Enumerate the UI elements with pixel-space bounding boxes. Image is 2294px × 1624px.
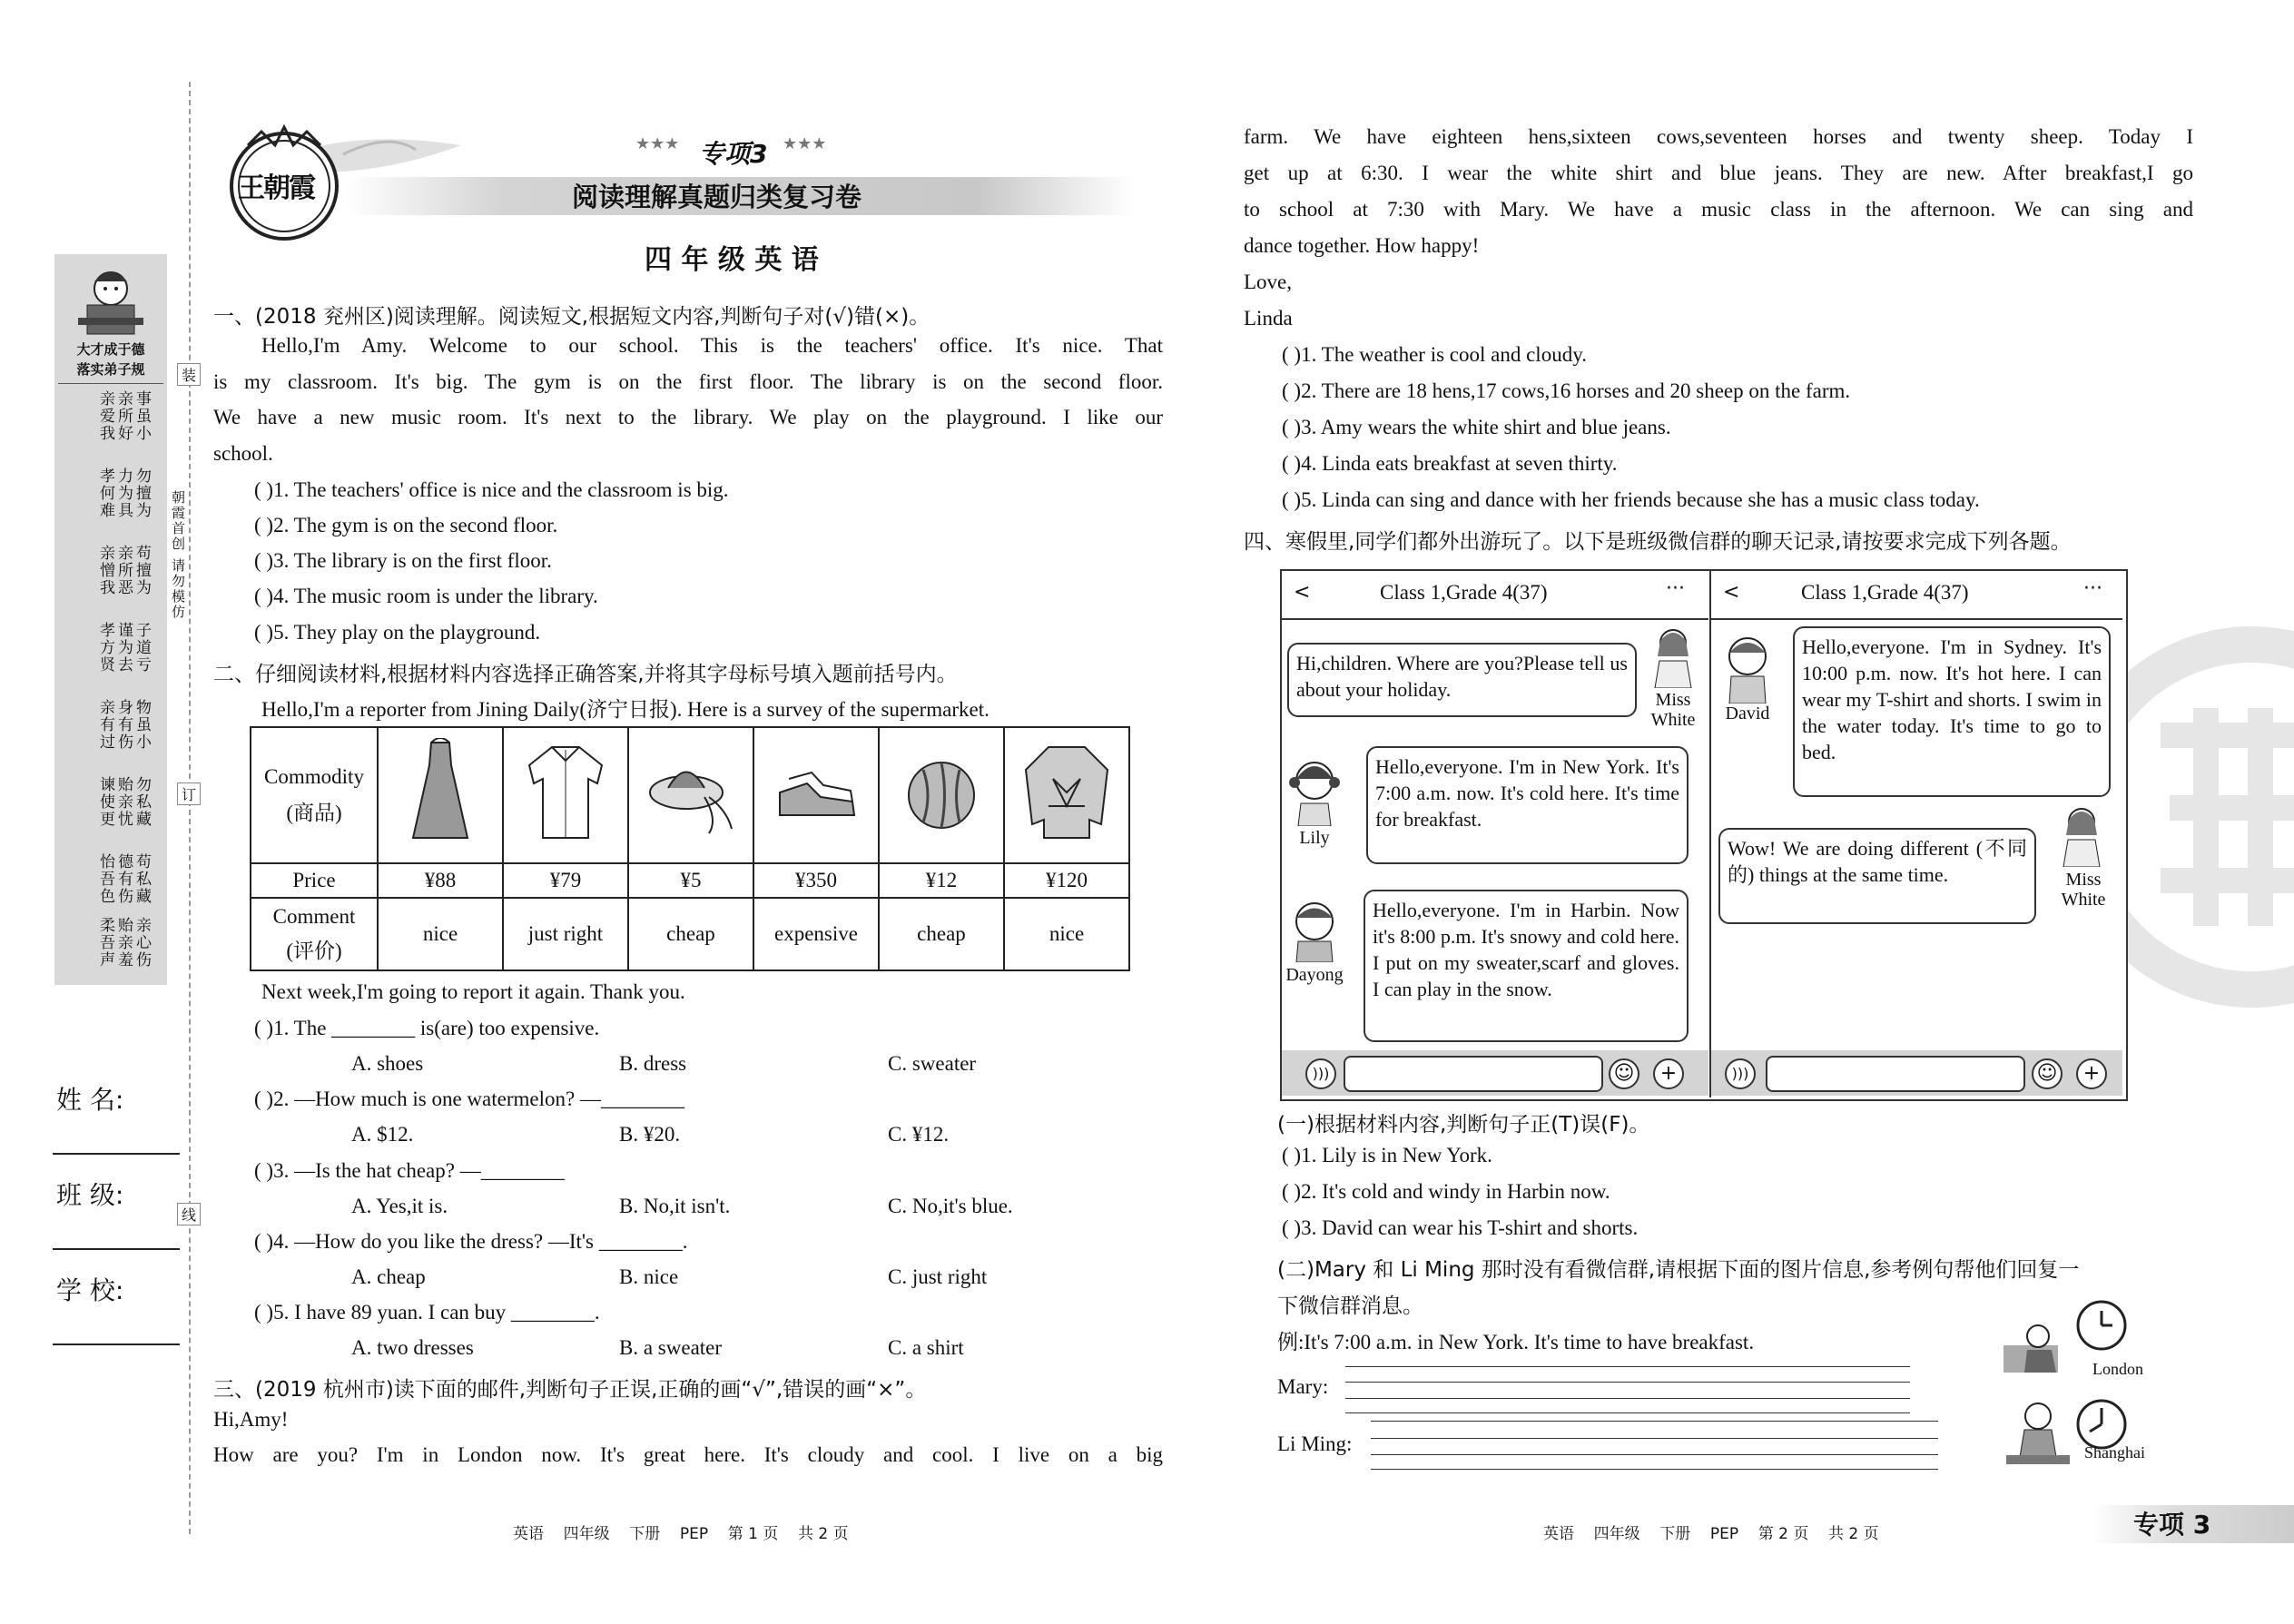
liming-answer-line-1[interactable]	[1371, 1421, 1938, 1422]
binding-dashed-line	[189, 82, 191, 1534]
chat-left-name-3: Dayong	[1285, 965, 1344, 985]
mary-answer-line-4[interactable]	[1345, 1412, 1910, 1413]
section1-passage-line4: school.	[213, 442, 273, 465]
s2-q5-option-c[interactable]: C. a shirt	[888, 1336, 964, 1359]
lily-avatar	[1287, 753, 1342, 826]
chat-right-text-input[interactable]	[1766, 1056, 2025, 1092]
school-field[interactable]	[53, 1343, 180, 1345]
chat-right-emoji-icon[interactable]: ☺	[2032, 1058, 2063, 1089]
series-label: 专项3	[699, 139, 768, 169]
motto-col-2: 亲所好	[114, 390, 133, 442]
stars-right: ★★★	[783, 134, 827, 153]
s1-question-3[interactable]: ( )3. The library is on the first floor.	[254, 549, 552, 572]
paper-title: 阅读理解真题归类复习卷	[572, 182, 862, 212]
s2-q3-option-b[interactable]: B. No,it isn't.	[619, 1195, 731, 1217]
s4-question-3[interactable]: ( )3. David can wear his T-shirt and shorts.	[1282, 1216, 1639, 1239]
liming-answer-line-2[interactable]	[1371, 1438, 1938, 1439]
chat-right-more-icon[interactable]: ···	[2083, 577, 2102, 600]
letter-greeting: Hi,Amy!	[213, 1408, 289, 1431]
mary-answer-line-1[interactable]	[1345, 1366, 1910, 1367]
s2-q1-option-c[interactable]: C. sweater	[888, 1052, 977, 1075]
commodity-header: Commodity (商品)	[251, 727, 378, 863]
motto-col-11: 谨为去	[114, 622, 133, 674]
motto-col-9: 亲憎我	[96, 545, 114, 596]
motto-col-19: 苟私藏	[133, 853, 151, 905]
letter-line-4: to school at 7:30 with Mary. We have a music class in the afternoon. We can sing and	[1244, 198, 2193, 221]
footer-left: 英语 四年级 下册 PEP 第 1 页 共 2 页	[513, 1525, 849, 1543]
s2-q1-option-a[interactable]: A. shoes	[351, 1052, 424, 1075]
comment-shoes: expensive	[753, 898, 879, 970]
s2-question-3[interactable]: ( )3. —Is the hat cheap? —________	[254, 1159, 565, 1182]
motto-col-21: 怡吾色	[96, 853, 114, 905]
corner-series-label: 专项 3	[2133, 1510, 2211, 1540]
miss-white-avatar-1	[1650, 625, 1696, 688]
letter-line-2: farm. We have eighteen hens,sixteen cows,seventeen horses and twenty sheep. Today I	[1244, 125, 2193, 148]
section2-heading: 二、仔细阅读材料,根据材料内容选择正确答案,并将其字母标号填入题前括号内。	[213, 663, 958, 686]
motto-col-7: 苟擅为	[133, 545, 151, 596]
mary-answer-line-3[interactable]	[1345, 1398, 1910, 1399]
mary-label: Mary:	[1277, 1375, 1329, 1398]
comment-sweater: nice	[1004, 898, 1129, 970]
motto-col-20: 德有伤	[114, 853, 133, 905]
chat-left-name-2: Lily	[1299, 828, 1330, 848]
paper-subtitle: 四 年 级 英 语	[645, 244, 819, 276]
commodity-hat	[628, 727, 753, 863]
s2-q5-option-a[interactable]: A. two dresses	[351, 1336, 474, 1359]
shirt-icon	[525, 743, 606, 842]
shanghai-label: Shanghai	[2084, 1443, 2145, 1462]
commodity-watermelon	[879, 727, 1004, 863]
motto-col-1: 事虽小	[133, 390, 151, 442]
motto-col-14: 身有伤	[114, 699, 133, 751]
motto-col-8: 亲所恶	[114, 545, 133, 596]
comment-dress: nice	[378, 898, 503, 970]
liming-label: Li Ming:	[1277, 1432, 1353, 1455]
section2-intro: Hello,I'm a reporter from Jining Daily(济宁日报). Here is a survey of the supermarket.	[261, 698, 989, 721]
binding-mark-3: 线	[177, 1203, 201, 1225]
s2-q3-option-c[interactable]: C. No,it's blue.	[888, 1195, 1013, 1217]
s1-question-1[interactable]: ( )1. The teachers' office is nice and the classroom is big.	[254, 478, 729, 501]
letter-line-5: dance together. How happy!	[1244, 234, 1480, 257]
motto-col-17: 贻亲忧	[114, 776, 133, 828]
motto-col-12: 孝方贤	[96, 622, 114, 674]
david-avatar	[1720, 631, 1775, 704]
scholar-icon	[74, 261, 147, 343]
motto-col-4: 勿擅为	[133, 468, 151, 519]
london-label: London	[2092, 1360, 2143, 1378]
chat-left-msg-3: Hello,everyone. I'm in Harbin. Now it's 8:00 p.m. It's snowy and cold here. I put on my sweater,scarf and gloves. I can play in the snow.	[1364, 890, 1689, 1042]
watermelon-icon	[901, 752, 982, 833]
motto-col-3: 亲爱我	[96, 390, 114, 442]
s4-question-1[interactable]: ( )1. Lily is in New York.	[1282, 1144, 1492, 1166]
comment-hat: cheap	[628, 898, 753, 970]
motto-col-24: 柔吾声	[96, 917, 114, 969]
s1-question-2[interactable]: ( )2. The gym is on the second floor.	[254, 514, 558, 536]
letter-line-3: get up at 6:30. I wear the white shirt and blue jeans. They are new. After breakfast,I go	[1244, 162, 2193, 184]
s2-q2-option-b[interactable]: B. ¥20.	[619, 1123, 681, 1146]
liming-answer-line-4[interactable]	[1371, 1469, 1938, 1470]
s4-question-2[interactable]: ( )2. It's cold and windy in Harbin now.	[1282, 1180, 1610, 1203]
price-hat: ¥5	[628, 863, 753, 898]
s2-question-1[interactable]: ( )1. The ________ is(are) too expensive.	[254, 1017, 600, 1039]
vertical-note: 朝霞首创 请勿模仿	[170, 490, 186, 620]
s2-q4-option-b[interactable]: B. nice	[619, 1265, 679, 1288]
s1-question-4[interactable]: ( )4. The music room is under the library.	[254, 585, 598, 607]
dayong-avatar	[1287, 894, 1342, 962]
chat-right-back-icon[interactable]: <	[1723, 581, 1740, 604]
motto-col-16: 勿私藏	[133, 776, 151, 828]
survey-table	[250, 726, 1130, 971]
s2-q5-option-b[interactable]: B. a sweater	[619, 1336, 723, 1359]
dress-icon	[404, 738, 477, 847]
commodity-dress	[378, 727, 503, 863]
letter-line-1: How are you? I'm in London now. It's great here. It's cloudy and cool. I live on a big	[213, 1443, 1163, 1466]
chat-right-name-1: David	[1725, 704, 1770, 723]
price-header: Price	[251, 863, 378, 898]
s1-question-5[interactable]: ( )5. They play on the playground.	[254, 621, 541, 644]
miss-white-avatar-2	[2059, 803, 2104, 867]
section1-passage-line1: Hello,I'm Amy. Welcome to our school. This is the teachers' office. It's nice. That	[261, 334, 1163, 357]
section3-heading: 三、(2019 杭州市)读下面的邮件,判断句子正误,正确的画“√”,错误的画“×”。	[213, 1378, 927, 1402]
slogan-line-2: 落实弟子规	[76, 361, 145, 378]
part2-heading-2: 下微信群消息。	[1277, 1294, 1423, 1318]
class-field[interactable]	[53, 1248, 180, 1250]
s2-q2-option-a[interactable]: A. $12.	[351, 1123, 414, 1146]
chat-right-msg-2: Wow! We are doing different (不同的) things at the same time.	[1718, 828, 2036, 924]
section2-outro: Next week,I'm going to report it again. Thank you.	[261, 980, 685, 1003]
letter-closing: Love,	[1244, 271, 1293, 293]
s2-question-5[interactable]: ( )5. I have 89 yuan. I can buy ________.	[254, 1301, 600, 1324]
section1-passage-line2: is my classroom. It's big. The gym is on the first floor. The library is on the second floor.	[213, 370, 1163, 393]
motto-col-22: 亲心伤	[133, 917, 151, 969]
comment-shirt: just right	[503, 898, 628, 970]
s2-q2-option-c[interactable]: C. ¥12.	[888, 1123, 950, 1146]
binding-mark-1: 装	[177, 363, 201, 386]
hat-icon	[645, 747, 736, 838]
chat-right-name-2: Miss White	[2061, 870, 2106, 910]
liming-answer-line-3[interactable]	[1371, 1454, 1938, 1455]
sidebar-motto-box	[54, 254, 167, 985]
chat-left-emoji-icon[interactable]: ☺	[1609, 1058, 1639, 1089]
chat-divider	[1709, 569, 1711, 1097]
commodity-shirt	[503, 727, 628, 863]
chat-left-title: Class 1,Grade 4(37)	[1380, 581, 1548, 604]
price-shirt: ¥79	[503, 863, 628, 898]
chat-right-voice-icon[interactable]: )))	[1725, 1058, 1756, 1089]
s3-question-3[interactable]: ( )3. Amy wears the white shirt and blue jeans.	[1282, 416, 1671, 438]
section1-passage-line3: We have a new music room. It's next to the library. We play on the playground. I like our	[213, 406, 1163, 428]
mary-answer-line-2[interactable]	[1345, 1382, 1910, 1383]
s3-question-4[interactable]: ( )4. Linda eats breakfast at seven thirty.	[1282, 452, 1618, 475]
class-label: 班 级:	[56, 1180, 124, 1210]
s2-q4-option-a[interactable]: A. cheap	[351, 1265, 426, 1288]
name-label: 姓 名:	[56, 1085, 124, 1115]
motto-col-18: 谏使更	[96, 776, 114, 828]
chat-left-back-icon[interactable]: <	[1294, 581, 1311, 604]
s3-question-5[interactable]: ( )5. Linda can sing and dance with her friends because she has a music class today.	[1282, 488, 1980, 511]
s2-question-4[interactable]: ( )4. —How do you like the dress? —It's ________.	[254, 1230, 688, 1253]
binding-mark-2: 订	[177, 782, 201, 805]
chat-left-name-1: Miss White	[1650, 690, 1696, 730]
chat-right-plus-icon[interactable]: +	[2076, 1058, 2107, 1089]
sweater-icon	[1021, 743, 1112, 842]
motto-col-10: 子道亏	[133, 622, 151, 674]
s3-question-2[interactable]: ( )2. There are 18 hens,17 cows,16 horses and 20 sheep on the farm.	[1282, 379, 1851, 402]
chat-left-msg-2: Hello,everyone. I'm in New York. It's 7:00 a.m. now. It's cold here. It's time for breakfast.	[1366, 746, 1689, 864]
price-shoes: ¥350	[753, 863, 879, 898]
commodity-shoes	[753, 727, 879, 863]
chat-left-voice-icon[interactable]: )))	[1305, 1058, 1336, 1089]
s2-question-2[interactable]: ( )2. —How much is one watermelon? —________	[254, 1088, 684, 1110]
chat-left-msg-1: Hi,children. Where are you?Please tell us about your holiday.	[1287, 643, 1637, 717]
comment-watermelon: cheap	[879, 898, 1004, 970]
chat-right-msg-1: Hello,everyone. I'm in Sydney. It's 10:00 p.m. now. It's hot here. I can wear my T-shirt and shorts. I swim in the water today. It's time to go to bed.	[1793, 626, 2111, 797]
part2-example: 例:It's 7:00 a.m. in New York. It's time to have breakfast.	[1277, 1331, 1755, 1353]
chat-right-title: Class 1,Grade 4(37)	[1801, 581, 1969, 604]
s2-q3-option-a[interactable]: A. Yes,it is.	[351, 1195, 448, 1217]
price-sweater: ¥120	[1004, 863, 1129, 898]
motto-col-5: 力为具	[114, 468, 133, 519]
motto-col-6: 孝何难	[96, 468, 114, 519]
stars-left: ★★★	[635, 134, 680, 153]
s3-question-1[interactable]: ( )1. The weather is cool and cloudy.	[1282, 343, 1587, 366]
part2-heading-1: (二)Mary 和 Li Ming 那时没有看微信群,请根据下面的图片信息,参考例句帮他们回复一	[1277, 1258, 2080, 1282]
price-dress: ¥88	[378, 863, 503, 898]
motto-col-15: 亲有过	[96, 699, 114, 751]
brand-name: 王朝霞	[238, 172, 314, 204]
shoes-icon	[771, 756, 861, 829]
chat-left-text-input[interactable]	[1344, 1056, 1603, 1092]
commodity-sweater	[1004, 727, 1129, 863]
footer-right: 英语 四年级 下册 PEP 第 2 页 共 2 页	[1543, 1525, 1879, 1543]
motto-col-23: 贻亲羞	[114, 917, 133, 969]
price-watermelon: ¥12	[879, 863, 1004, 898]
motto-col-13: 物虽小	[133, 699, 151, 751]
slogan-line-1: 大才成于德	[76, 341, 145, 358]
section4-heading: 四、寒假里,同学们都外出游玩了。以下是班级微信群的聊天记录,请按要求完成下列各题。	[1244, 530, 2072, 554]
comment-header: Comment (评价)	[251, 898, 378, 970]
chat-left-more-icon[interactable]: ···	[1666, 577, 1685, 600]
section1-heading: 一、(2018 兖州区)阅读理解。阅读短文,根据短文内容,判断句子对(√)错(×)。	[213, 305, 930, 329]
part1-heading: (一)根据材料内容,判断句子正(T)误(F)。	[1277, 1113, 1650, 1137]
s2-q1-option-b[interactable]: B. dress	[619, 1052, 687, 1075]
s2-q4-option-c[interactable]: C. just right	[888, 1265, 988, 1288]
letter-signature: Linda	[1244, 307, 1293, 330]
school-label: 学 校:	[56, 1275, 124, 1305]
name-field[interactable]	[53, 1153, 180, 1155]
chat-left-plus-icon[interactable]: +	[1653, 1058, 1684, 1089]
